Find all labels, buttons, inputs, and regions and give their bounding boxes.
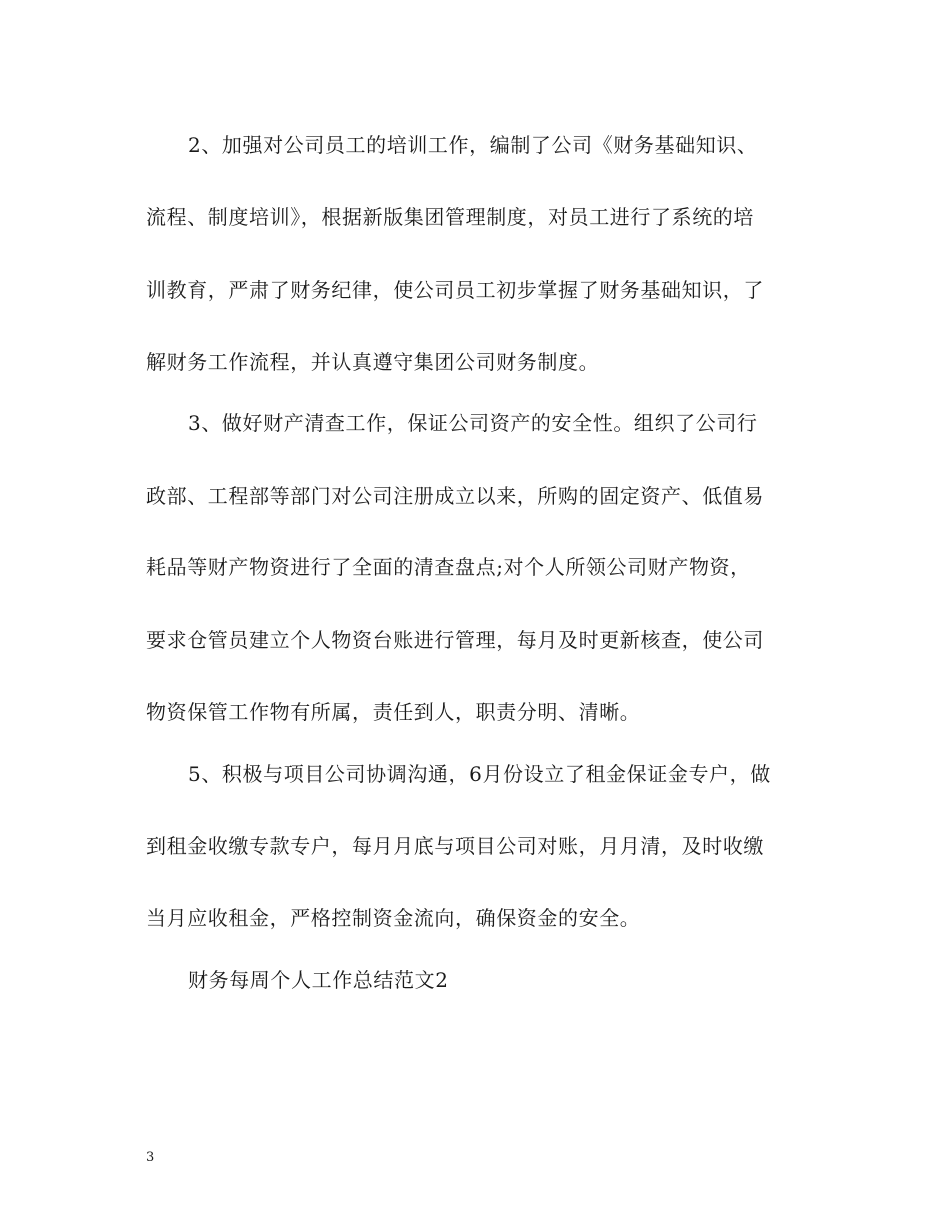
paragraph-line: 物资保管工作物有所属，责任到人，职责分明、清晰。 (146, 700, 641, 724)
paragraph-line: 解财务工作流程，并认真遵守集团公司财务制度。 (146, 350, 600, 374)
section-heading: 财务每周个人工作总结范文2 (188, 968, 449, 992)
paragraph-line: 到租金收缴专款专户，每月月底与项目公司对账，月月清，及时收缴 (146, 834, 764, 858)
paragraph-line: 政部、工程部等部门对公司注册成立以来，所购的固定资产、低值易 (146, 484, 764, 508)
paragraph-line: 当月应收租金，严格控制资金流向，确保资金的安全。 (146, 906, 641, 930)
paragraph-line: 耗品等财产物资进行了全面的清查盘点;对个人所领公司财产物资， (146, 555, 751, 579)
paragraph-line: 5、积极与项目公司协调沟通，6月份设立了租金保证金专户，做 (188, 762, 771, 786)
paragraph-line: 训教育，严肃了财务纪律，使公司员工初步掌握了财务基础知识，了 (146, 278, 764, 302)
paragraph-line: 2、加强对公司员工的培训工作，编制了公司《财务基础知识、 (188, 133, 758, 157)
paragraph-line: 流程、制度培训》，根据新版集团管理制度，对员工进行了系统的培 (146, 205, 754, 229)
page-number: 3 (146, 1150, 155, 1165)
paragraph-line: 3、做好财产清查工作，保证公司资产的安全性。组织了公司行 (188, 411, 758, 435)
paragraph-line: 要求仓管员建立个人物资台账进行管理，每月及时更新核查，使公司 (146, 628, 764, 652)
